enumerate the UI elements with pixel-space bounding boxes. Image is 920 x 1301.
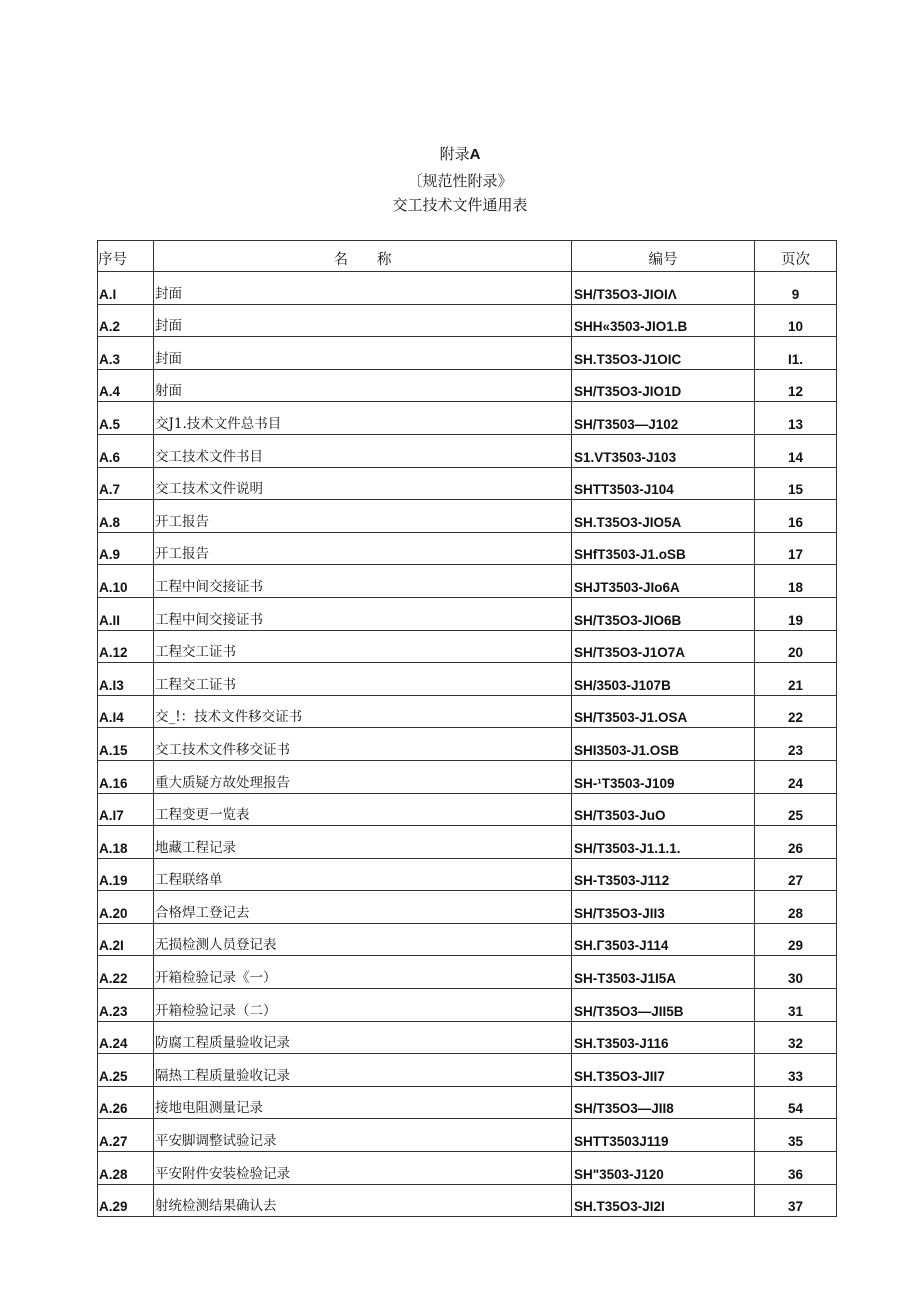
appendix-prefix: 附录 (439, 145, 470, 163)
row-name: 交工技术文件说明 (154, 467, 572, 500)
row-name: 交工技术文件移交证书 (154, 728, 572, 761)
table-row (98, 728, 837, 761)
row-seq: A.12 (98, 630, 154, 663)
row-page: 31 (755, 989, 837, 1022)
row-seq: A.22 (98, 956, 154, 989)
row-seq: A.27 (98, 1119, 154, 1152)
header-name: 名 称 (154, 241, 572, 272)
row-name: 防腐工程质量验收记录 (154, 1021, 572, 1054)
table-row (98, 532, 837, 565)
row-page: I1. (755, 337, 837, 370)
table-row (98, 695, 837, 728)
row-seq: A.29 (98, 1184, 154, 1217)
row-name: 交工技术文件书目 (154, 434, 572, 467)
row-code: SH/T35O3—JII5B (572, 989, 755, 1022)
row-code: SH.T35O3-JII7 (572, 1054, 755, 1087)
header-seq: 序号 (98, 241, 154, 272)
appendix-subtitle: 〔规范性附录》 (407, 172, 513, 190)
row-code: SH/T35O3-J1O7A (572, 630, 755, 663)
table-row (98, 500, 837, 533)
table-row (98, 1021, 837, 1054)
table-row (98, 1119, 837, 1152)
row-page: 20 (755, 630, 837, 663)
row-page: 22 (755, 695, 837, 728)
row-name: 接地电阻测量记录 (154, 1086, 572, 1119)
row-name: 隔热工程质量验收记录 (154, 1054, 572, 1087)
table-row (98, 1054, 837, 1087)
forms-table (97, 240, 837, 1217)
row-name: 开箱检验记录（二） (154, 989, 572, 1022)
row-page: 15 (755, 467, 837, 500)
row-code: SH.Γ3503-J114 (572, 923, 755, 956)
row-seq: A.4 (98, 369, 154, 402)
table-row (98, 630, 837, 663)
row-page: 30 (755, 956, 837, 989)
row-name: 工程中间交接证书 (154, 597, 572, 630)
row-code: SH.T35O3-J1OIC (572, 337, 755, 370)
row-code: SH.T35O3-JI2I (572, 1184, 755, 1217)
row-name: 封面 (154, 337, 572, 370)
row-name: 开工报告 (154, 500, 572, 533)
table-row (98, 891, 837, 924)
row-name: 平安脚调整试验记录 (154, 1119, 572, 1152)
row-seq: A.24 (98, 1021, 154, 1054)
row-code: SH.T35O3-JIO5A (572, 500, 755, 533)
row-page: 13 (755, 402, 837, 435)
row-page: 21 (755, 663, 837, 696)
row-page: 33 (755, 1054, 837, 1087)
table-row (98, 1184, 837, 1217)
header-page: 页次 (755, 241, 837, 272)
table-row (98, 1152, 837, 1185)
table-row (98, 304, 837, 337)
row-seq: A.7 (98, 467, 154, 500)
row-name: 平安附件安装检验记录 (154, 1152, 572, 1185)
row-name: 合格焊工登记去 (154, 891, 572, 924)
row-code: SHTT3503-J104 (572, 467, 755, 500)
row-name: 开箱检验记录《一） (154, 956, 572, 989)
appendix-letter: A (469, 146, 481, 163)
row-seq: A.23 (98, 989, 154, 1022)
row-code: SHJT3503-JIo6A (572, 565, 755, 598)
row-name: 工程中间交接证书 (154, 565, 572, 598)
row-code: S1.VT3503-J103 (572, 434, 755, 467)
row-page: 29 (755, 923, 837, 956)
row-seq: A.I (98, 272, 154, 305)
row-name: 射面 (154, 369, 572, 402)
table-row (98, 793, 837, 826)
row-code: SH/T35O3-JIOIΛ (572, 272, 755, 305)
table-row (98, 989, 837, 1022)
row-seq: A.5 (98, 402, 154, 435)
row-code: SH/T35O3-JIO1D (572, 369, 755, 402)
table-title: 交工技术文件通用表 (392, 196, 528, 214)
row-code: SH/T35O3-JII3 (572, 891, 755, 924)
row-name: 开工报告 (154, 532, 572, 565)
row-name: 地藏工程记录 (154, 826, 572, 859)
row-name: 工程交工证书 (154, 630, 572, 663)
row-seq: A.10 (98, 565, 154, 598)
row-code: SH-T3503-J1I5A (572, 956, 755, 989)
row-code: SH.T3503-J116 (572, 1021, 755, 1054)
row-page: 17 (755, 532, 837, 565)
row-page: 37 (755, 1184, 837, 1217)
row-page: 25 (755, 793, 837, 826)
row-name: 工程变更一览表 (154, 793, 572, 826)
row-seq: A.9 (98, 532, 154, 565)
table-row (98, 956, 837, 989)
row-page: 18 (755, 565, 837, 598)
table-body (98, 272, 837, 1217)
row-name: 交_!：技术文件移交证书 (154, 695, 572, 728)
row-seq: A.6 (98, 434, 154, 467)
row-page: 35 (755, 1119, 837, 1152)
row-seq: A.II (98, 597, 154, 630)
row-name: 无损检测人员登记表 (154, 923, 572, 956)
row-code: SH/T35O3-JIO6B (572, 597, 755, 630)
header-row (98, 241, 837, 272)
row-name: 封面 (154, 304, 572, 337)
row-code: SH-¹T3503-J109 (572, 760, 755, 793)
row-page: 36 (755, 1152, 837, 1185)
row-seq: A.8 (98, 500, 154, 533)
row-seq: A.28 (98, 1152, 154, 1185)
table-row (98, 597, 837, 630)
row-page: 23 (755, 728, 837, 761)
row-page: 26 (755, 826, 837, 859)
row-code: SH/T3503-J1.1.1. (572, 826, 755, 859)
table-row (98, 434, 837, 467)
row-code: SH/T3503-J1.OSA (572, 695, 755, 728)
row-name: 工程联络单 (154, 858, 572, 891)
row-seq: A.I4 (98, 695, 154, 728)
row-seq: A.25 (98, 1054, 154, 1087)
row-code: SHTT3503J119 (572, 1119, 755, 1152)
row-seq: A.18 (98, 826, 154, 859)
row-code: SH-T3503-J112 (572, 858, 755, 891)
table-row (98, 760, 837, 793)
row-name: 封面 (154, 272, 572, 305)
row-seq: A.2 (98, 304, 154, 337)
row-page: 24 (755, 760, 837, 793)
row-code: SHH«3503-JIO1.B (572, 304, 755, 337)
table-row (98, 369, 837, 402)
row-page: 32 (755, 1021, 837, 1054)
table-row (98, 858, 837, 891)
row-code: SH"3503-J120 (572, 1152, 755, 1185)
row-seq: A.16 (98, 760, 154, 793)
row-seq: A.19 (98, 858, 154, 891)
row-name: 工程交工证书 (154, 663, 572, 696)
table-row (98, 663, 837, 696)
row-page: 9 (755, 272, 837, 305)
table-row (98, 826, 837, 859)
row-seq: A.3 (98, 337, 154, 370)
row-code: SHfT3503-J1.oSB (572, 532, 755, 565)
row-page: 19 (755, 597, 837, 630)
table-row (98, 272, 837, 305)
row-page: 16 (755, 500, 837, 533)
row-seq: A.26 (98, 1086, 154, 1119)
row-seq: A.2I (98, 923, 154, 956)
row-page: 10 (755, 304, 837, 337)
table-row (98, 337, 837, 370)
table-row (98, 1086, 837, 1119)
row-code: SHI3503-J1.OSB (572, 728, 755, 761)
row-page: 27 (755, 858, 837, 891)
table-row (98, 402, 837, 435)
row-code: SH/3503-J107B (572, 663, 755, 696)
row-page: 14 (755, 434, 837, 467)
table-row (98, 565, 837, 598)
row-name: 重大质疑方故处理报告 (154, 760, 572, 793)
row-name: 交J1.技术文件总书目 (154, 402, 572, 435)
row-page: 12 (755, 369, 837, 402)
header-code: 编号 (572, 241, 755, 272)
row-seq: A.15 (98, 728, 154, 761)
row-code: SH/T3503-JuO (572, 793, 755, 826)
table-row (98, 467, 837, 500)
table-row (98, 923, 837, 956)
row-code: SH/T3503—J102 (572, 402, 755, 435)
row-seq: A.20 (98, 891, 154, 924)
row-seq: A.I3 (98, 663, 154, 696)
row-page: 54 (755, 1086, 837, 1119)
row-page: 28 (755, 891, 837, 924)
row-seq: A.I7 (98, 793, 154, 826)
appendix-heading (0, 143, 920, 164)
row-code: SH/T35O3—JII8 (572, 1086, 755, 1119)
row-name: 射统检测结果确认去 (154, 1184, 572, 1217)
